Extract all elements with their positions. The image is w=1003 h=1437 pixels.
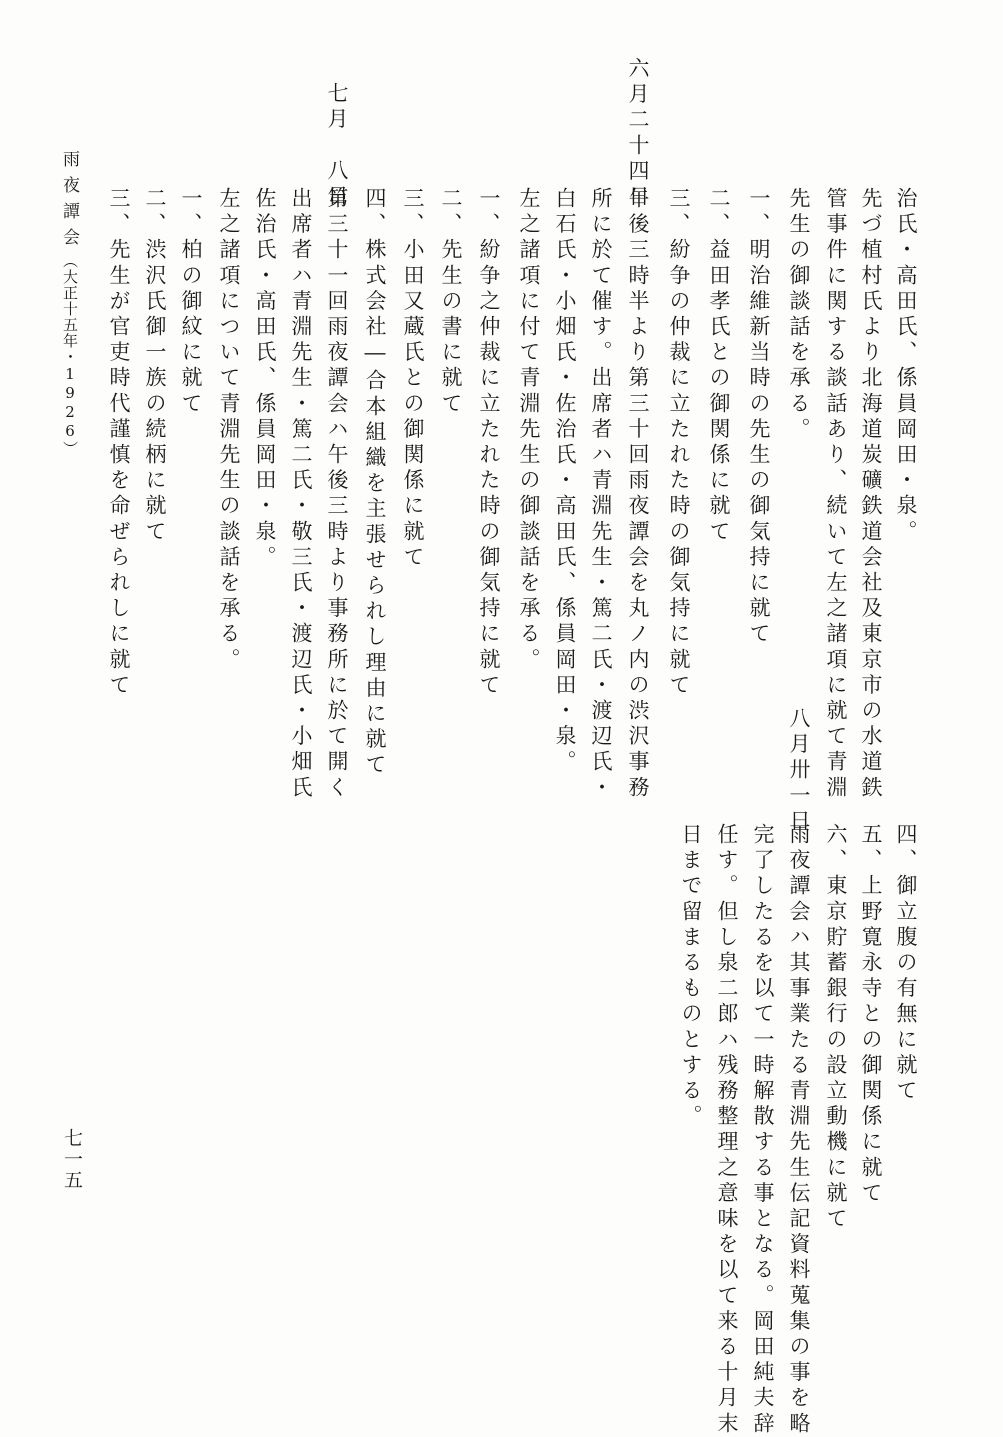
list-item: 一、柏の御紋に就て bbox=[179, 187, 203, 418]
list-item: 一、紛争之仲裁に立たれた時の御気持に就て bbox=[477, 187, 501, 699]
list-item: 六、東京貯蓄銀行の設立動機に就て bbox=[824, 823, 848, 1233]
text-line: 佐治氏・高田氏、係員岡田・泉。 bbox=[253, 187, 277, 571]
list-item: 三、先生が官吏時代謹慎を命ぜられしに就て bbox=[107, 187, 131, 699]
text-line: 先生の御談話を承る。 bbox=[787, 187, 811, 443]
page-number: 七一五 bbox=[61, 1128, 83, 1191]
text-line: 日まで留まるものとする。 bbox=[679, 823, 703, 1131]
list-item: 五、上野寛永寺との御関係に就て bbox=[859, 823, 883, 1207]
text-line: 午後三時半より第三十回雨夜譚会を丸ノ内の渋沢事務 bbox=[626, 187, 650, 802]
list-item: 二、渋沢氏御一族の続柄に就て bbox=[143, 187, 167, 546]
entry-date: 七月 八日 bbox=[325, 82, 349, 210]
text-line: 左之諸項について青淵先生の談話を承る。 bbox=[217, 187, 241, 674]
text-line: 雨夜譚会ハ其事業たる青淵先生伝記資料蒐集の事を略 bbox=[787, 823, 811, 1437]
text-line: 出席者ハ青淵先生・篤二氏・敬三氏・渡辺氏・小畑氏 bbox=[289, 187, 313, 802]
text-line: 治氏・高田氏、係員岡田・泉。 bbox=[894, 187, 918, 546]
list-item: 四、御立腹の有無に就て bbox=[894, 823, 918, 1105]
text-line: 白石氏・小畑氏・佐治氏・高田氏、係員岡田・泉。 bbox=[553, 187, 577, 776]
text-line: 任す。但し泉二郎ハ残務整理之意味を以て来る十月末 bbox=[715, 823, 739, 1437]
running-header-year: （大正十五年・1926） bbox=[61, 253, 79, 457]
list-item: 三、紛争の仲裁に立たれた時の御気持に就て bbox=[667, 187, 691, 699]
text-line: 先づ植村氏より北海道炭礦鉄道会社及東京市の水道鉄 bbox=[859, 187, 883, 802]
text-line: 所に於て催す。出席者ハ青淵先生・篤二氏・渡辺氏・ bbox=[589, 187, 613, 802]
list-item: 一、明治維新当時の先生の御気持に就て bbox=[747, 187, 771, 648]
list-item: 二、益田孝氏との御関係に就て bbox=[707, 187, 731, 546]
list-item: 二、先生の書に就て bbox=[439, 187, 463, 418]
text-line: 完了したるを以て一時解散する事となる。岡田純夫辞 bbox=[751, 823, 775, 1437]
text-line: 管事件に関する談話あり、続いて左之諸項に就て青淵 bbox=[824, 187, 848, 802]
list-item: 四、株式会社―合本組織を主張せられし理由に就て bbox=[363, 187, 387, 779]
list-item: 三、小田又蔵氏との御関係に就て bbox=[401, 187, 425, 571]
text-line: 左之諸項に付て青淵先生の御談話を承る。 bbox=[517, 187, 541, 674]
entry-date: 八月卅一日 bbox=[787, 707, 811, 835]
entry-date: 六月二十四日 bbox=[626, 57, 650, 211]
running-header-title: 雨夜譚会 bbox=[59, 150, 79, 254]
text-line: 第三十一回雨夜譚会ハ午後三時より事務所に於て開く bbox=[325, 187, 349, 802]
